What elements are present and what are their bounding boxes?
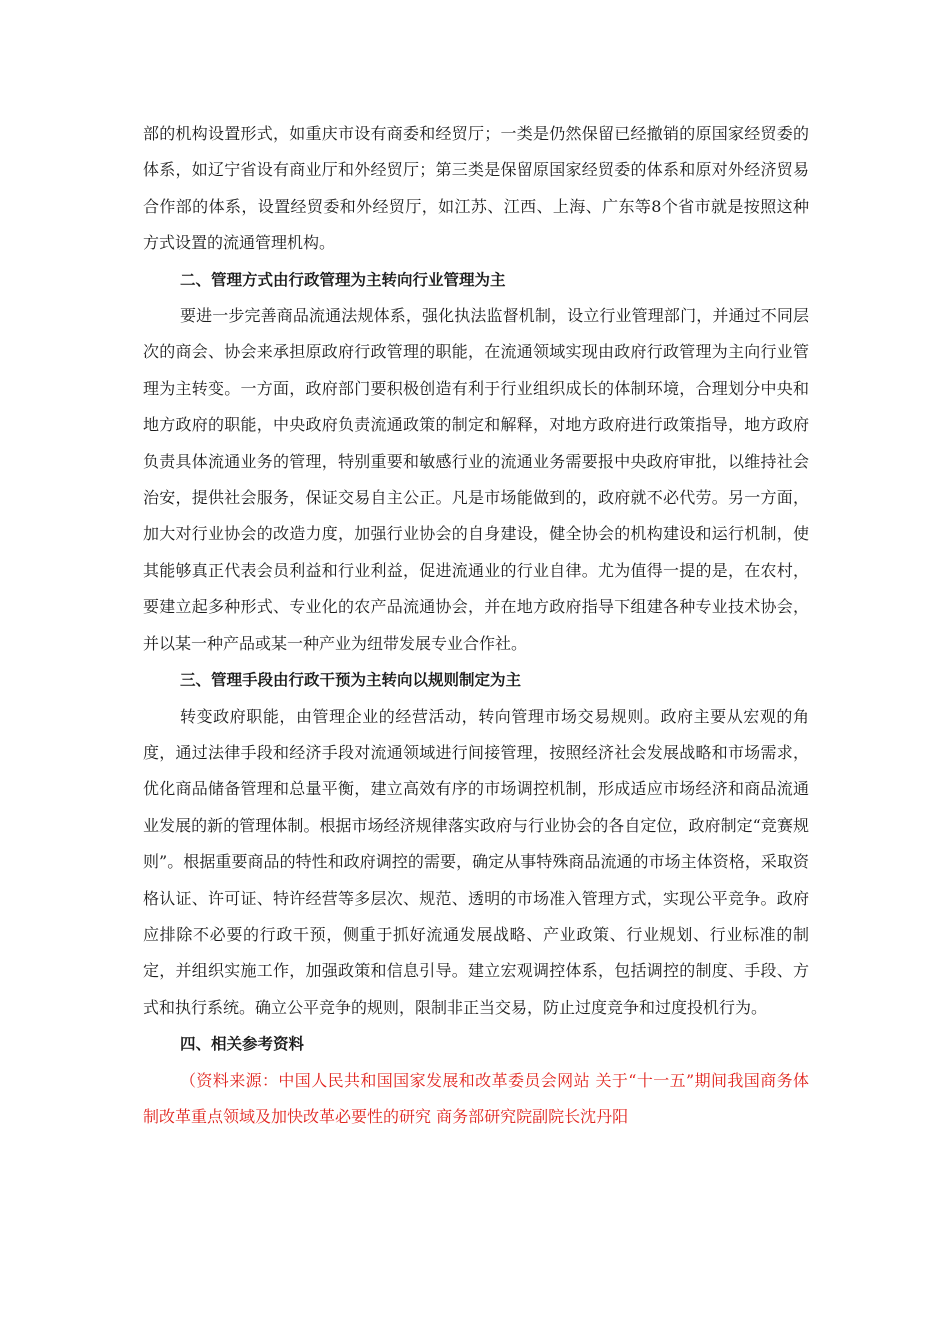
- paragraph-continued: 部的机构设置形式，如重庆市设有商委和经贸厅；一类是仍然保留已经撤销的原国家经贸委的体系，如辽宁省设有商业厅和外经贸厅；第三类是保留原国家经贸委的体系和原对外经济贸易合作部的体系，设置经贸委和外经贸厅，如江苏、江西、上海、广东等8个省市就是按照这种方式设置的流通管理机构。: [143, 124, 809, 253]
- section-heading-2: 二、管理方式由行政管理为主转向行业管理为主: [180, 270, 506, 289]
- paragraph-section-3: 转变政府职能，由管理企业的经营活动，转向管理市场交易规则。政府主要从宏观的角度，通过法律手段和经济手段对流通领域进行间接管理，按照经济社会发展战略和市场需求，优化商品储备管理和总量平衡，建立高效有序的市场调控机制，形成适应市场经济和商品流通业发展的新的管理体制。根据市场经济规律落实政府与行业协会的各自定位，政府制定“竞赛规则”。根据重要商品的特性和政府调控的需要，确定从事特殊商品流通的市场主体资格，采取资格认证、许可证、特许经营等多层次、规范、透明的市场准入管理方式，实现公平竞争。政府应排除不必要的行政干预，侧重于抓好流通发展战略、产业政策、行业规划、行业标准的制定，并组织实施工作，加强政策和信息引导。建立宏观调控体系，包括调控的制度、手段、方式和执行系统。确立公平竞争的规则，限制非正当交易，防止过度竞争和过度投机行为。: [143, 706, 809, 1017]
- section-heading-4: 四、相关参考资料: [180, 1035, 305, 1054]
- section-heading-3: 三、管理手段由行政干预为主转向以规则制定为主: [180, 671, 522, 690]
- source-citation: （资料来源：中国人民共和国国家发展和改革委员会网站 关于“十一五”期间我国商务体制改革重点领域及加快改革必要性的研究 商务部研究院副院长沈丹阳: [143, 1070, 809, 1126]
- document-body: [143, 116, 809, 1135]
- paragraph-section-2: 要进一步完善商品流通法规体系，强化执法监督机制，设立行业管理部门，并通过不同层次的商会、协会来承担原政府行政管理的职能，在流通领域实现由政府行政管理为主向行业管理为主转变。一方面，政府部门要积极创造有利于行业组织成长的体制环境，合理划分中央和地方政府的职能，中央政府负责流通政策的制定和解释，对地方政府进行政策指导，地方政府负责具体流通业务的管理，特别重要和敏感行业的流通业务需要报中央政府审批，以维持社会治安，提供社会服务，保证交易自主公正。凡是市场能做到的，政府就不必代劳。另一方面，加大对行业协会的改造力度，加强行业协会的自身建设，健全协会的机构建设和运行机制，使其能够真正代表会员利益和行业利益，促进流通业的行业自律。尤为值得一提的是，在农村，要建立起多种形式、专业化的农产品流通协会，并在地方政府指导下组建各种专业技术协会，并以某一种产品或某一种产业为纽带发展专业合作社。: [143, 306, 809, 653]
